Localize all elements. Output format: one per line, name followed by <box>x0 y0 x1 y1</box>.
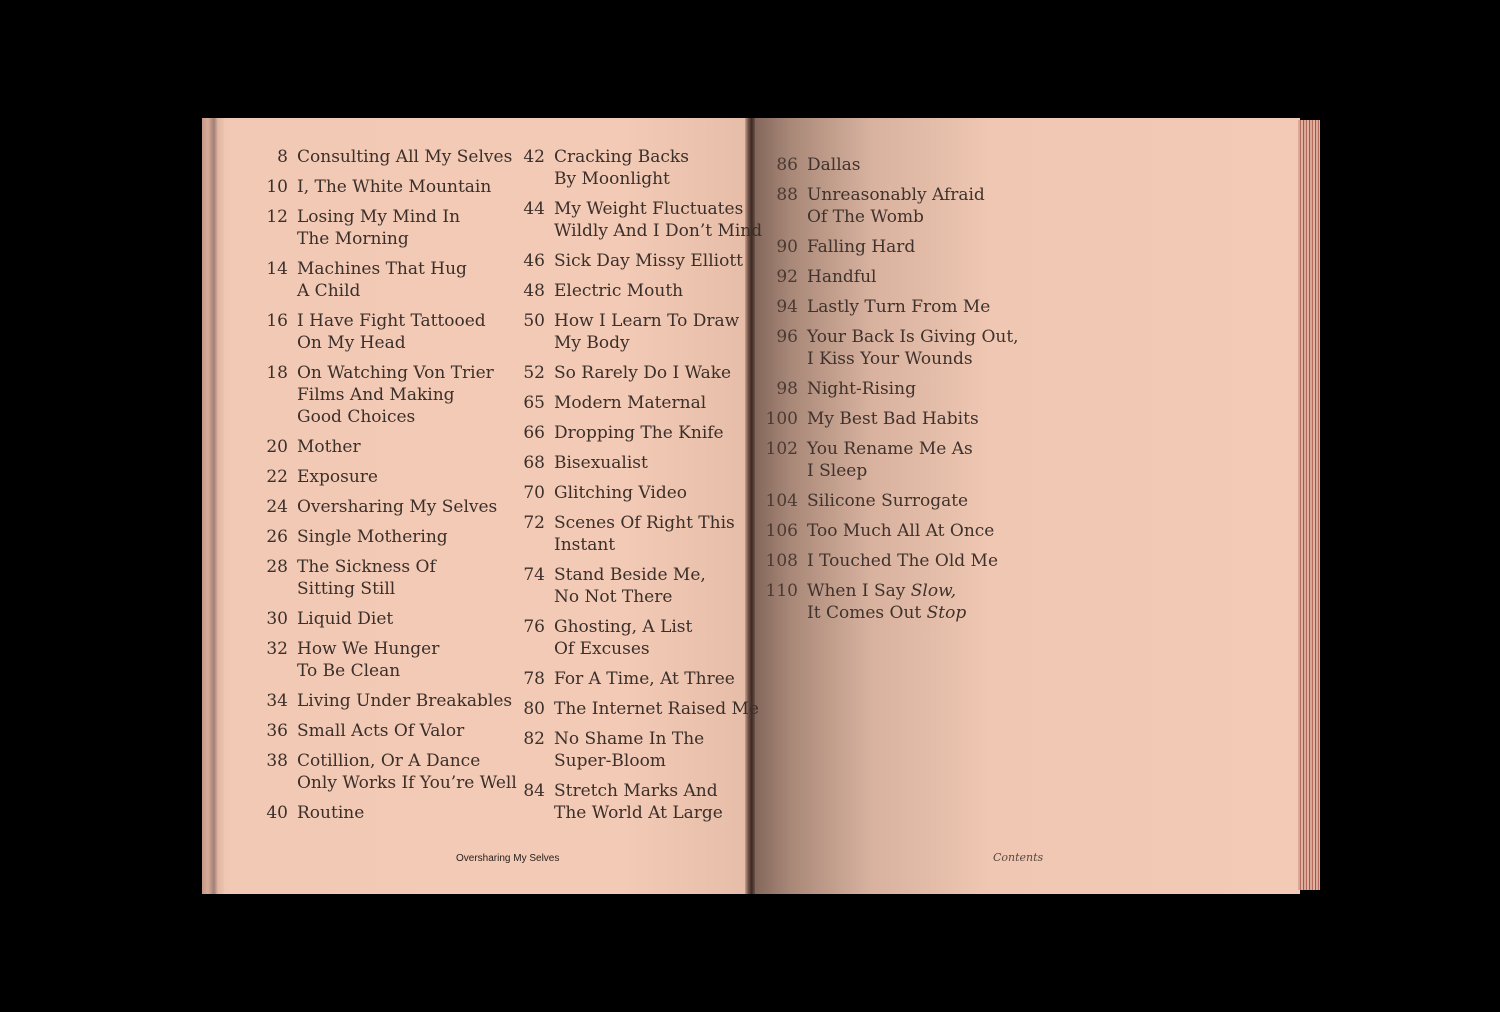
toc-entry <box>762 378 1019 400</box>
toc-page-number: 26 <box>266 527 288 547</box>
toc-title: Silicone Surrogate <box>807 491 969 511</box>
toc-title: Stand Beside Me, No Not There <box>554 565 706 607</box>
toc-entry <box>258 638 517 682</box>
contents-column-1 <box>258 146 517 832</box>
toc-entry <box>515 422 762 444</box>
toc-title: You Rename Me As I Sleep <box>807 439 973 481</box>
toc-page-number: 24 <box>266 497 288 517</box>
toc-title: The Internet Raised Me <box>554 699 759 719</box>
toc-entry <box>515 198 762 242</box>
toc-title: Cracking Backs By Moonlight <box>554 147 689 189</box>
toc-page-number: 18 <box>266 363 288 383</box>
toc-page-number: 88 <box>776 185 798 205</box>
toc-page-number: 104 <box>765 491 798 511</box>
toc-entry <box>515 280 762 302</box>
toc-page-number: 46 <box>523 251 545 271</box>
toc-entry <box>762 296 1019 318</box>
toc-title-part: When I Say <box>807 581 911 601</box>
toc-page-number: 80 <box>523 699 545 719</box>
toc-title: Handful <box>807 267 877 287</box>
toc-page-number: 12 <box>266 207 288 227</box>
left-page-edge <box>202 118 224 894</box>
toc-title: My Weight Fluctuates Wildly And I Don’t Mind <box>554 199 763 241</box>
toc-page-number: 65 <box>523 393 545 413</box>
toc-entry <box>762 408 1019 430</box>
toc-entry <box>515 146 762 190</box>
toc-page-number: 70 <box>523 483 545 503</box>
toc-title: Cotillion, Or A Dance Only Works If You’re Well <box>297 751 517 793</box>
toc-entry <box>258 526 517 548</box>
toc-entry <box>258 258 517 302</box>
toc-entry <box>762 184 1019 228</box>
toc-entry <box>258 496 517 518</box>
toc-page-number: 84 <box>523 781 545 801</box>
toc-title-emphasis: Slow, <box>910 581 957 601</box>
toc-title: Unreasonably Afraid Of The Womb <box>807 185 985 227</box>
toc-entry <box>258 362 517 428</box>
toc-page-number: 92 <box>776 267 798 287</box>
toc-title: Mother <box>297 437 361 457</box>
toc-page-number: 110 <box>765 581 798 601</box>
contents-column-2 <box>515 146 762 832</box>
toc-entry <box>762 266 1019 288</box>
toc-page-number: 100 <box>765 409 798 429</box>
toc-entry <box>515 310 762 354</box>
toc-title: Liquid Diet <box>297 609 394 629</box>
toc-page-number: 66 <box>523 423 545 443</box>
toc-page-number: 96 <box>776 327 798 347</box>
toc-entry <box>258 608 517 630</box>
toc-page-number: 16 <box>266 311 288 331</box>
contents-column-3 <box>762 154 1019 632</box>
toc-title: On Watching Von Trier Films And Making Good Choices <box>297 363 494 427</box>
toc-page-number: 86 <box>776 155 798 175</box>
toc-entry <box>515 564 762 608</box>
toc-entry <box>258 176 517 198</box>
toc-entry <box>258 750 517 794</box>
toc-title: Modern Maternal <box>554 393 707 413</box>
toc-page-number: 98 <box>776 379 798 399</box>
toc-title: Living Under Breakables <box>297 691 513 711</box>
toc-title: Ghosting, A List Of Excuses <box>554 617 693 659</box>
toc-entry <box>258 690 517 712</box>
toc-page-number: 76 <box>523 617 545 637</box>
toc-entry <box>515 616 762 660</box>
toc-entry <box>515 512 762 556</box>
toc-page-number: 82 <box>523 729 545 749</box>
toc-page-number: 28 <box>266 557 288 577</box>
toc-page-number: 94 <box>776 297 798 317</box>
toc-title: Bisexualist <box>554 453 648 473</box>
toc-entry <box>515 452 762 474</box>
toc-entry <box>258 146 517 168</box>
toc-title <box>807 580 966 624</box>
toc-title: Single Mothering <box>297 527 448 547</box>
running-footer-left: Oversharing My Selves <box>456 853 560 864</box>
toc-page-number: 108 <box>765 551 798 571</box>
toc-title: How We Hunger To Be Clean <box>297 639 440 681</box>
toc-page-number: 32 <box>266 639 288 659</box>
toc-title-emphasis: Stop <box>926 603 967 623</box>
toc-title: Sick Day Missy Elliott <box>554 251 744 271</box>
running-footer-right: Contents <box>993 851 1044 864</box>
toc-page-number: 38 <box>266 751 288 771</box>
toc-entry <box>515 668 762 690</box>
toc-title: Electric Mouth <box>554 281 684 301</box>
toc-title: Exposure <box>297 467 378 487</box>
toc-page-number: 44 <box>523 199 545 219</box>
toc-page-number: 34 <box>266 691 288 711</box>
toc-title: No Shame In The Super-Bloom <box>554 729 705 771</box>
toc-entry <box>258 436 517 458</box>
toc-title: Your Back Is Giving Out, I Kiss Your Wounds <box>807 327 1019 369</box>
toc-entry <box>258 556 517 600</box>
toc-page-number: 106 <box>765 521 798 541</box>
toc-title: Scenes Of Right This Instant <box>554 513 735 555</box>
toc-title: Consulting All My Selves <box>297 147 513 167</box>
toc-entry <box>515 698 762 720</box>
toc-title: I, The White Mountain <box>297 177 492 197</box>
toc-title: Oversharing My Selves <box>297 497 498 517</box>
toc-title: Lastly Turn From Me <box>807 297 991 317</box>
toc-page-number: 42 <box>523 147 545 167</box>
toc-page-number: 50 <box>523 311 545 331</box>
toc-page-number: 8 <box>277 147 288 167</box>
page-fore-edge <box>1298 120 1320 890</box>
toc-title: Stretch Marks And The World At Large <box>554 781 723 823</box>
toc-page-number: 36 <box>266 721 288 741</box>
toc-title-part: It Comes Out <box>807 603 927 623</box>
toc-entry <box>258 802 517 824</box>
toc-page-number: 102 <box>765 439 798 459</box>
toc-page-number: 30 <box>266 609 288 629</box>
toc-page-number: 20 <box>266 437 288 457</box>
toc-title: The Sickness Of Sitting Still <box>297 557 436 599</box>
toc-title: So Rarely Do I Wake <box>554 363 732 383</box>
toc-page-number: 74 <box>523 565 545 585</box>
toc-title: Dallas <box>807 155 861 175</box>
toc-title: My Best Bad Habits <box>807 409 979 429</box>
toc-entry <box>762 326 1019 370</box>
toc-entry <box>762 580 1019 624</box>
toc-entry <box>258 310 517 354</box>
toc-entry <box>762 438 1019 482</box>
toc-page-number: 72 <box>523 513 545 533</box>
toc-entry <box>515 482 762 504</box>
toc-page-number: 22 <box>266 467 288 487</box>
toc-page-number: 10 <box>266 177 288 197</box>
toc-title: Small Acts Of Valor <box>297 721 465 741</box>
toc-title: Machines That Hug A Child <box>297 259 467 301</box>
toc-title: Dropping The Knife <box>554 423 724 443</box>
toc-entry <box>515 362 762 384</box>
toc-entry <box>515 250 762 272</box>
toc-title: Losing My Mind In The Morning <box>297 207 461 249</box>
toc-title: I Have Fight Tattooed On My Head <box>297 311 486 353</box>
toc-entry <box>762 490 1019 512</box>
toc-title: Glitching Video <box>554 483 688 503</box>
toc-entry <box>515 728 762 772</box>
toc-page-number: 14 <box>266 259 288 279</box>
toc-page-number: 52 <box>523 363 545 383</box>
toc-entry <box>762 550 1019 572</box>
toc-title: How I Learn To Draw My Body <box>554 311 740 353</box>
toc-entry <box>762 236 1019 258</box>
toc-entry <box>515 392 762 414</box>
toc-page-number: 68 <box>523 453 545 473</box>
toc-title: Too Much All At Once <box>807 521 995 541</box>
toc-title: Routine <box>297 803 365 823</box>
toc-title: Night-Rising <box>807 379 916 399</box>
toc-page-number: 48 <box>523 281 545 301</box>
toc-title: Falling Hard <box>807 237 916 257</box>
toc-entry <box>515 780 762 824</box>
toc-entry <box>258 206 517 250</box>
toc-page-number: 78 <box>523 669 545 689</box>
toc-title: I Touched The Old Me <box>807 551 999 571</box>
toc-entry <box>258 466 517 488</box>
toc-page-number: 90 <box>776 237 798 257</box>
toc-entry <box>762 154 1019 176</box>
toc-entry <box>258 720 517 742</box>
toc-entry <box>762 520 1019 542</box>
toc-page-number: 40 <box>266 803 288 823</box>
toc-title: For A Time, At Three <box>554 669 735 689</box>
